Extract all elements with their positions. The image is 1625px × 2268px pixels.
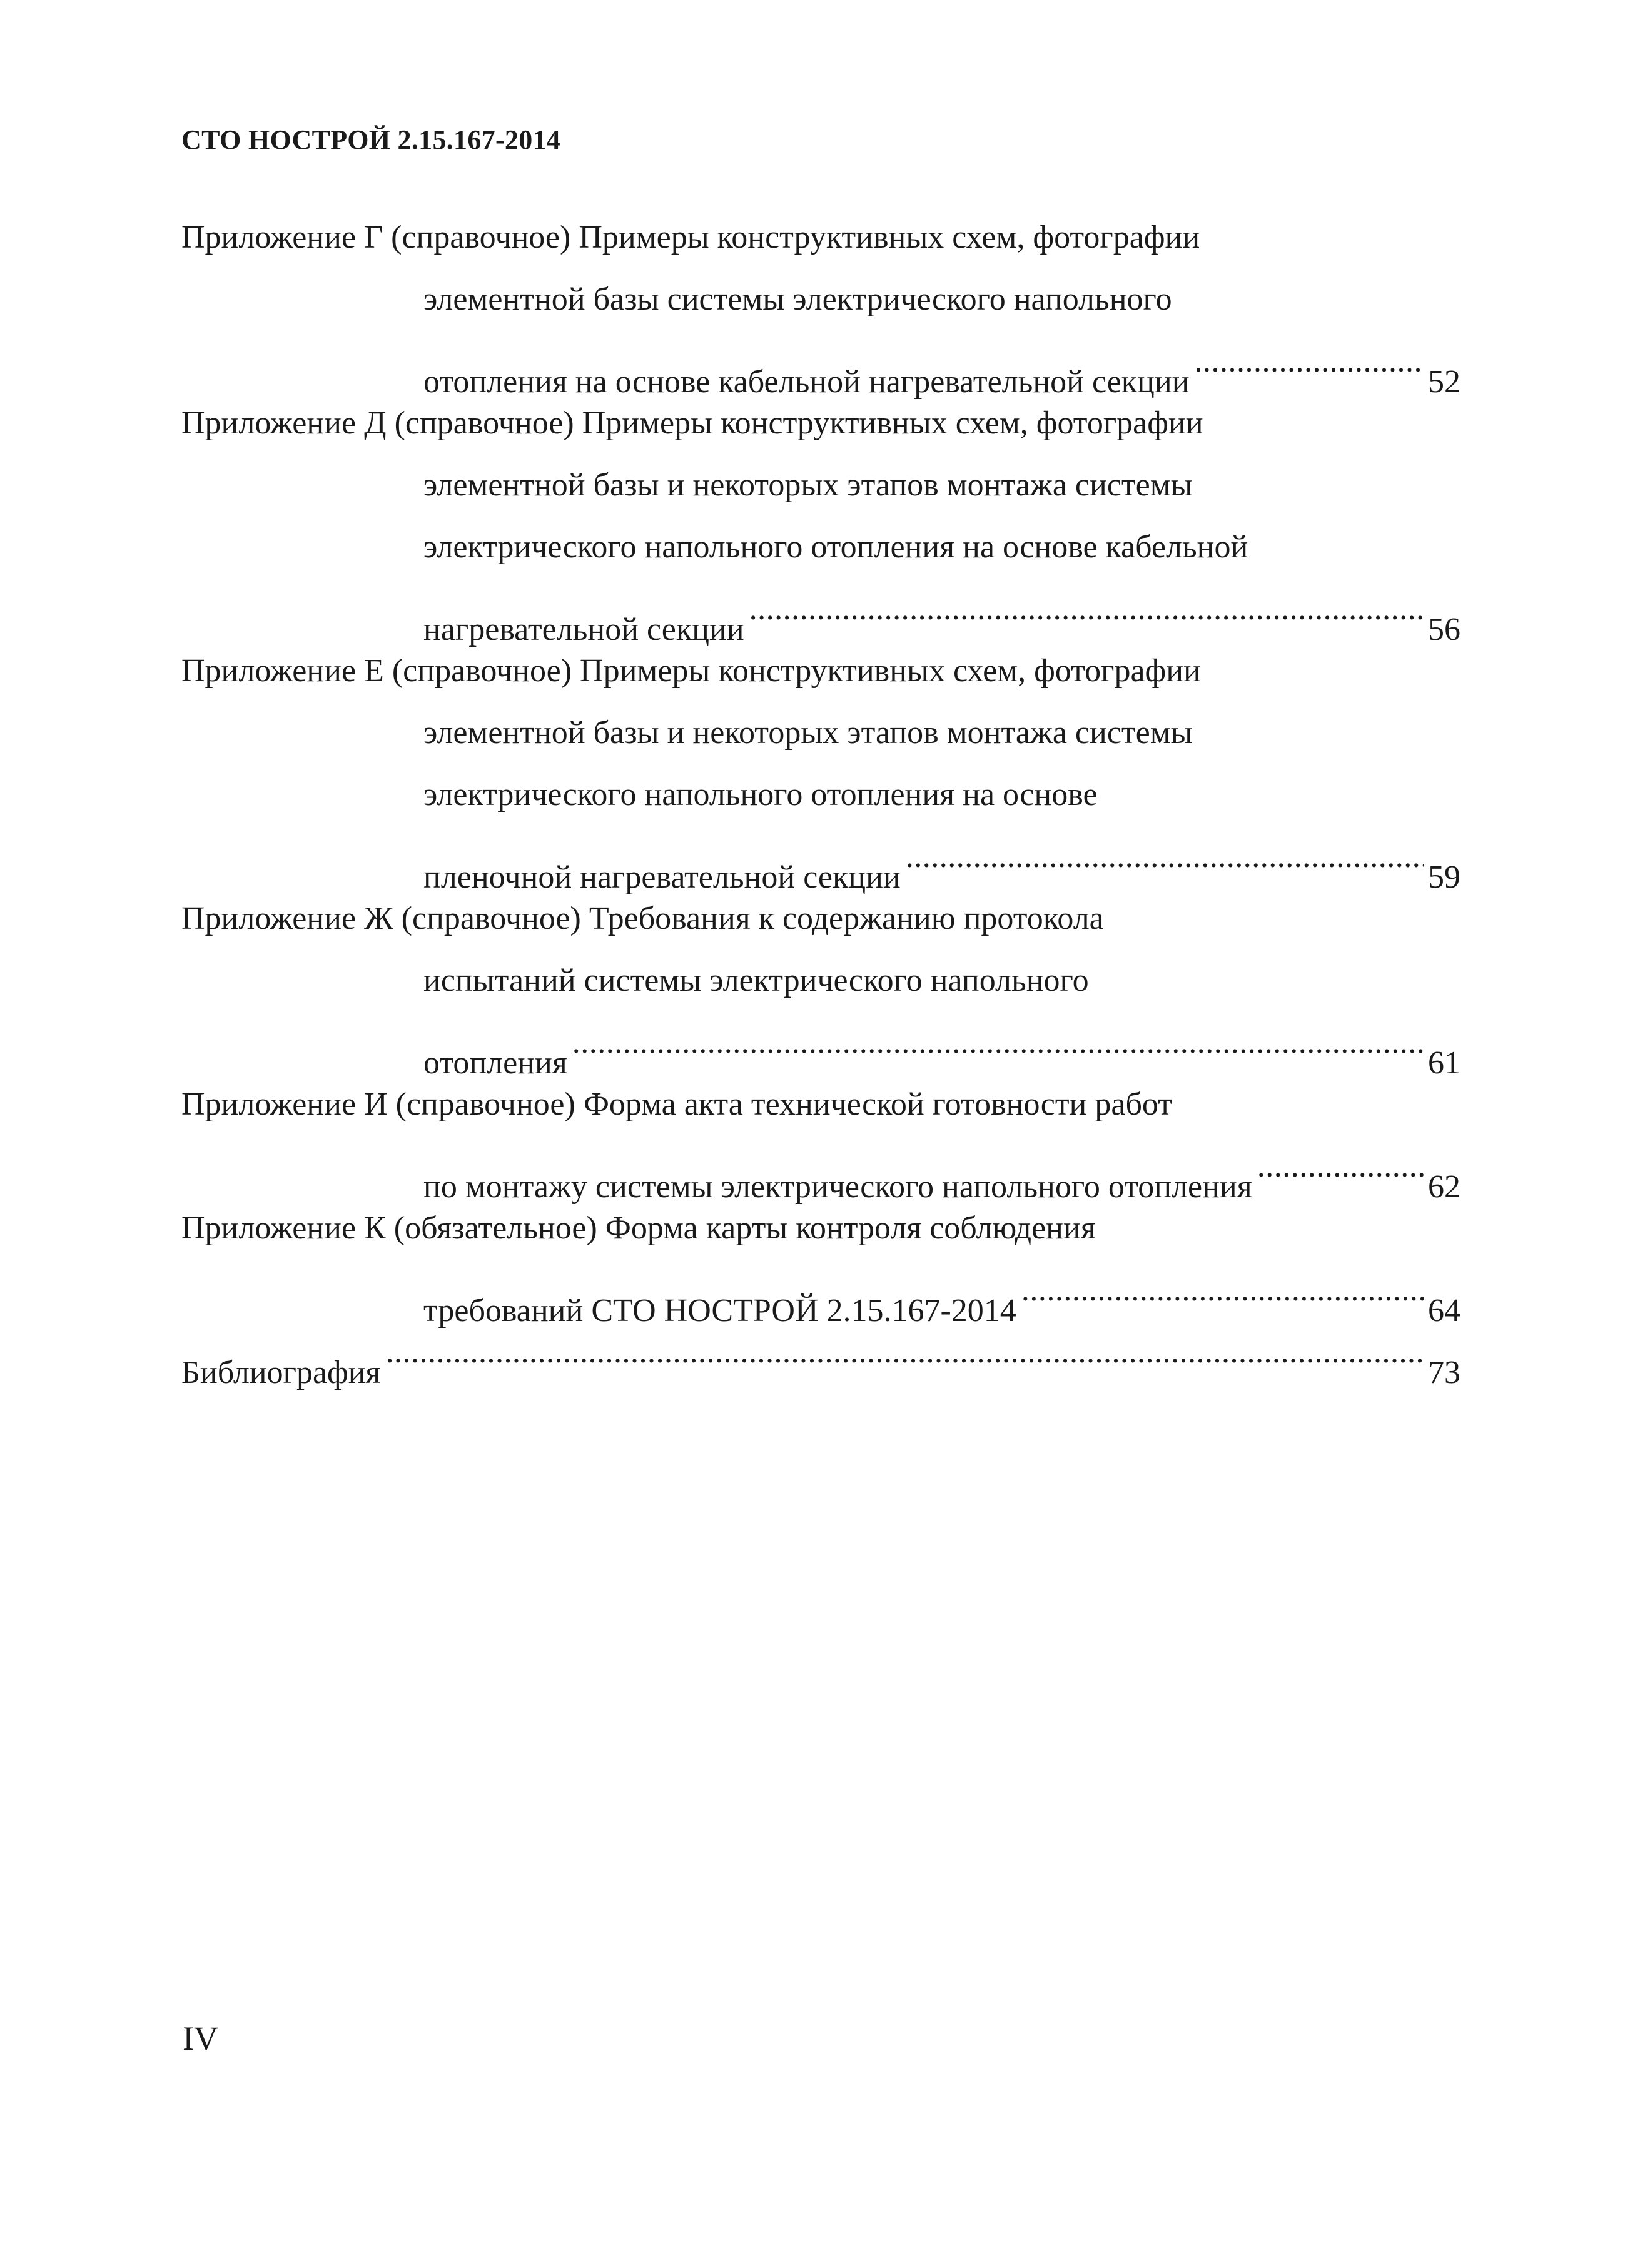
- toc-entry-text: требований СТО НОСТРОЙ 2.15.167-2014: [423, 1293, 1016, 1329]
- toc-entry-text: электрического напольного отопления на основе кабельной: [423, 529, 1248, 565]
- toc-entry-text: отопления на основе кабельной нагревательной секции: [423, 364, 1190, 400]
- toc-entry[interactable]: [181, 888, 1460, 1081]
- toc-entry-line: [181, 1259, 1460, 1329]
- toc-entry-line: [181, 1135, 1460, 1205]
- toc-entry[interactable]: [181, 392, 1460, 647]
- toc-entry-line: [181, 206, 1460, 268]
- dot-leader: [749, 578, 1424, 640]
- toc-entry-text: элементной базы системы электрического напольного: [423, 281, 1172, 317]
- dot-leader: [1021, 1259, 1424, 1321]
- toc-entry-text: отопления: [423, 1045, 567, 1081]
- toc-entry[interactable]: [181, 640, 1460, 895]
- toc-entry-line: [181, 1321, 1460, 1390]
- dot-leader: [1257, 1135, 1424, 1197]
- toc-entry-text: Приложение Г (справочное) Примеры конструктивных схем, фотографии: [181, 220, 1200, 255]
- toc-entry-text: Приложение Д (справочное) Примеры конструктивных схем, фотографии: [181, 405, 1203, 441]
- dot-leader: [385, 1321, 1424, 1383]
- toc-entry-text: элементной базы и некоторых этапов монтажа системы: [423, 715, 1193, 751]
- toc-entry-text: Приложение К (обязательное) Форма карты контроля соблюдения: [181, 1210, 1096, 1246]
- table-of-contents: [181, 206, 1460, 1390]
- toc-entry-text: нагревательной секции: [423, 612, 744, 647]
- dot-leader: [572, 1011, 1424, 1073]
- toc-entry[interactable]: [181, 206, 1460, 400]
- toc-page-number[interactable]: 59: [1428, 859, 1460, 895]
- toc-entry-line: [181, 826, 1460, 895]
- dot-leader: [906, 826, 1424, 888]
- toc-entry-text: пленочной нагревательной секции: [423, 859, 901, 895]
- toc-entry[interactable]: [181, 1073, 1460, 1205]
- toc-entry-line: [181, 888, 1460, 949]
- toc-entry-line: [181, 578, 1460, 647]
- toc-entry-line: [181, 949, 1460, 1011]
- toc-page-number[interactable]: 64: [1428, 1293, 1460, 1329]
- toc-entry-text: Библиография: [181, 1355, 381, 1390]
- toc-entry[interactable]: [181, 1321, 1460, 1390]
- toc-page-number[interactable]: 56: [1428, 612, 1460, 647]
- toc-entry-line: [181, 764, 1460, 826]
- toc-entry-line: [181, 702, 1460, 764]
- toc-page-number[interactable]: 61: [1428, 1045, 1460, 1081]
- toc-entry-line: [181, 268, 1460, 330]
- toc-entry-text: элементной базы и некоторых этапов монтажа системы: [423, 467, 1193, 503]
- toc-entry-line: [181, 392, 1460, 454]
- toc-page-number[interactable]: 73: [1428, 1355, 1460, 1390]
- toc-entry-line: [181, 516, 1460, 578]
- toc-entry-line: [181, 1197, 1460, 1259]
- toc-entry-text: электрического напольного отопления на основе: [423, 777, 1098, 813]
- toc-entry-text: Приложение И (справочное) Форма акта технической готовности работ: [181, 1086, 1172, 1122]
- toc-entry-text: испытаний системы электрического напольного: [423, 963, 1089, 998]
- toc-page-number[interactable]: 52: [1428, 364, 1460, 400]
- document-header: СТО НОСТРОЙ 2.15.167-2014: [181, 124, 561, 155]
- toc-entry-text: Приложение Ж (справочное) Требования к содержанию протокола: [181, 901, 1104, 936]
- toc-entry[interactable]: [181, 1197, 1460, 1329]
- toc-entry-line: [181, 640, 1460, 702]
- dot-leader: [1195, 330, 1424, 392]
- toc-entry-text: по монтажу системы электрического напольного отопления: [423, 1169, 1252, 1205]
- page-number: IV: [183, 2020, 218, 2057]
- toc-entry-line: [181, 1011, 1460, 1081]
- toc-entry-line: [181, 1073, 1460, 1135]
- toc-page-number[interactable]: 62: [1428, 1169, 1460, 1205]
- toc-entry-line: [181, 330, 1460, 400]
- toc-entry-text: Приложение Е (справочное) Примеры конструктивных схем, фотографии: [181, 653, 1201, 689]
- toc-entry-line: [181, 454, 1460, 516]
